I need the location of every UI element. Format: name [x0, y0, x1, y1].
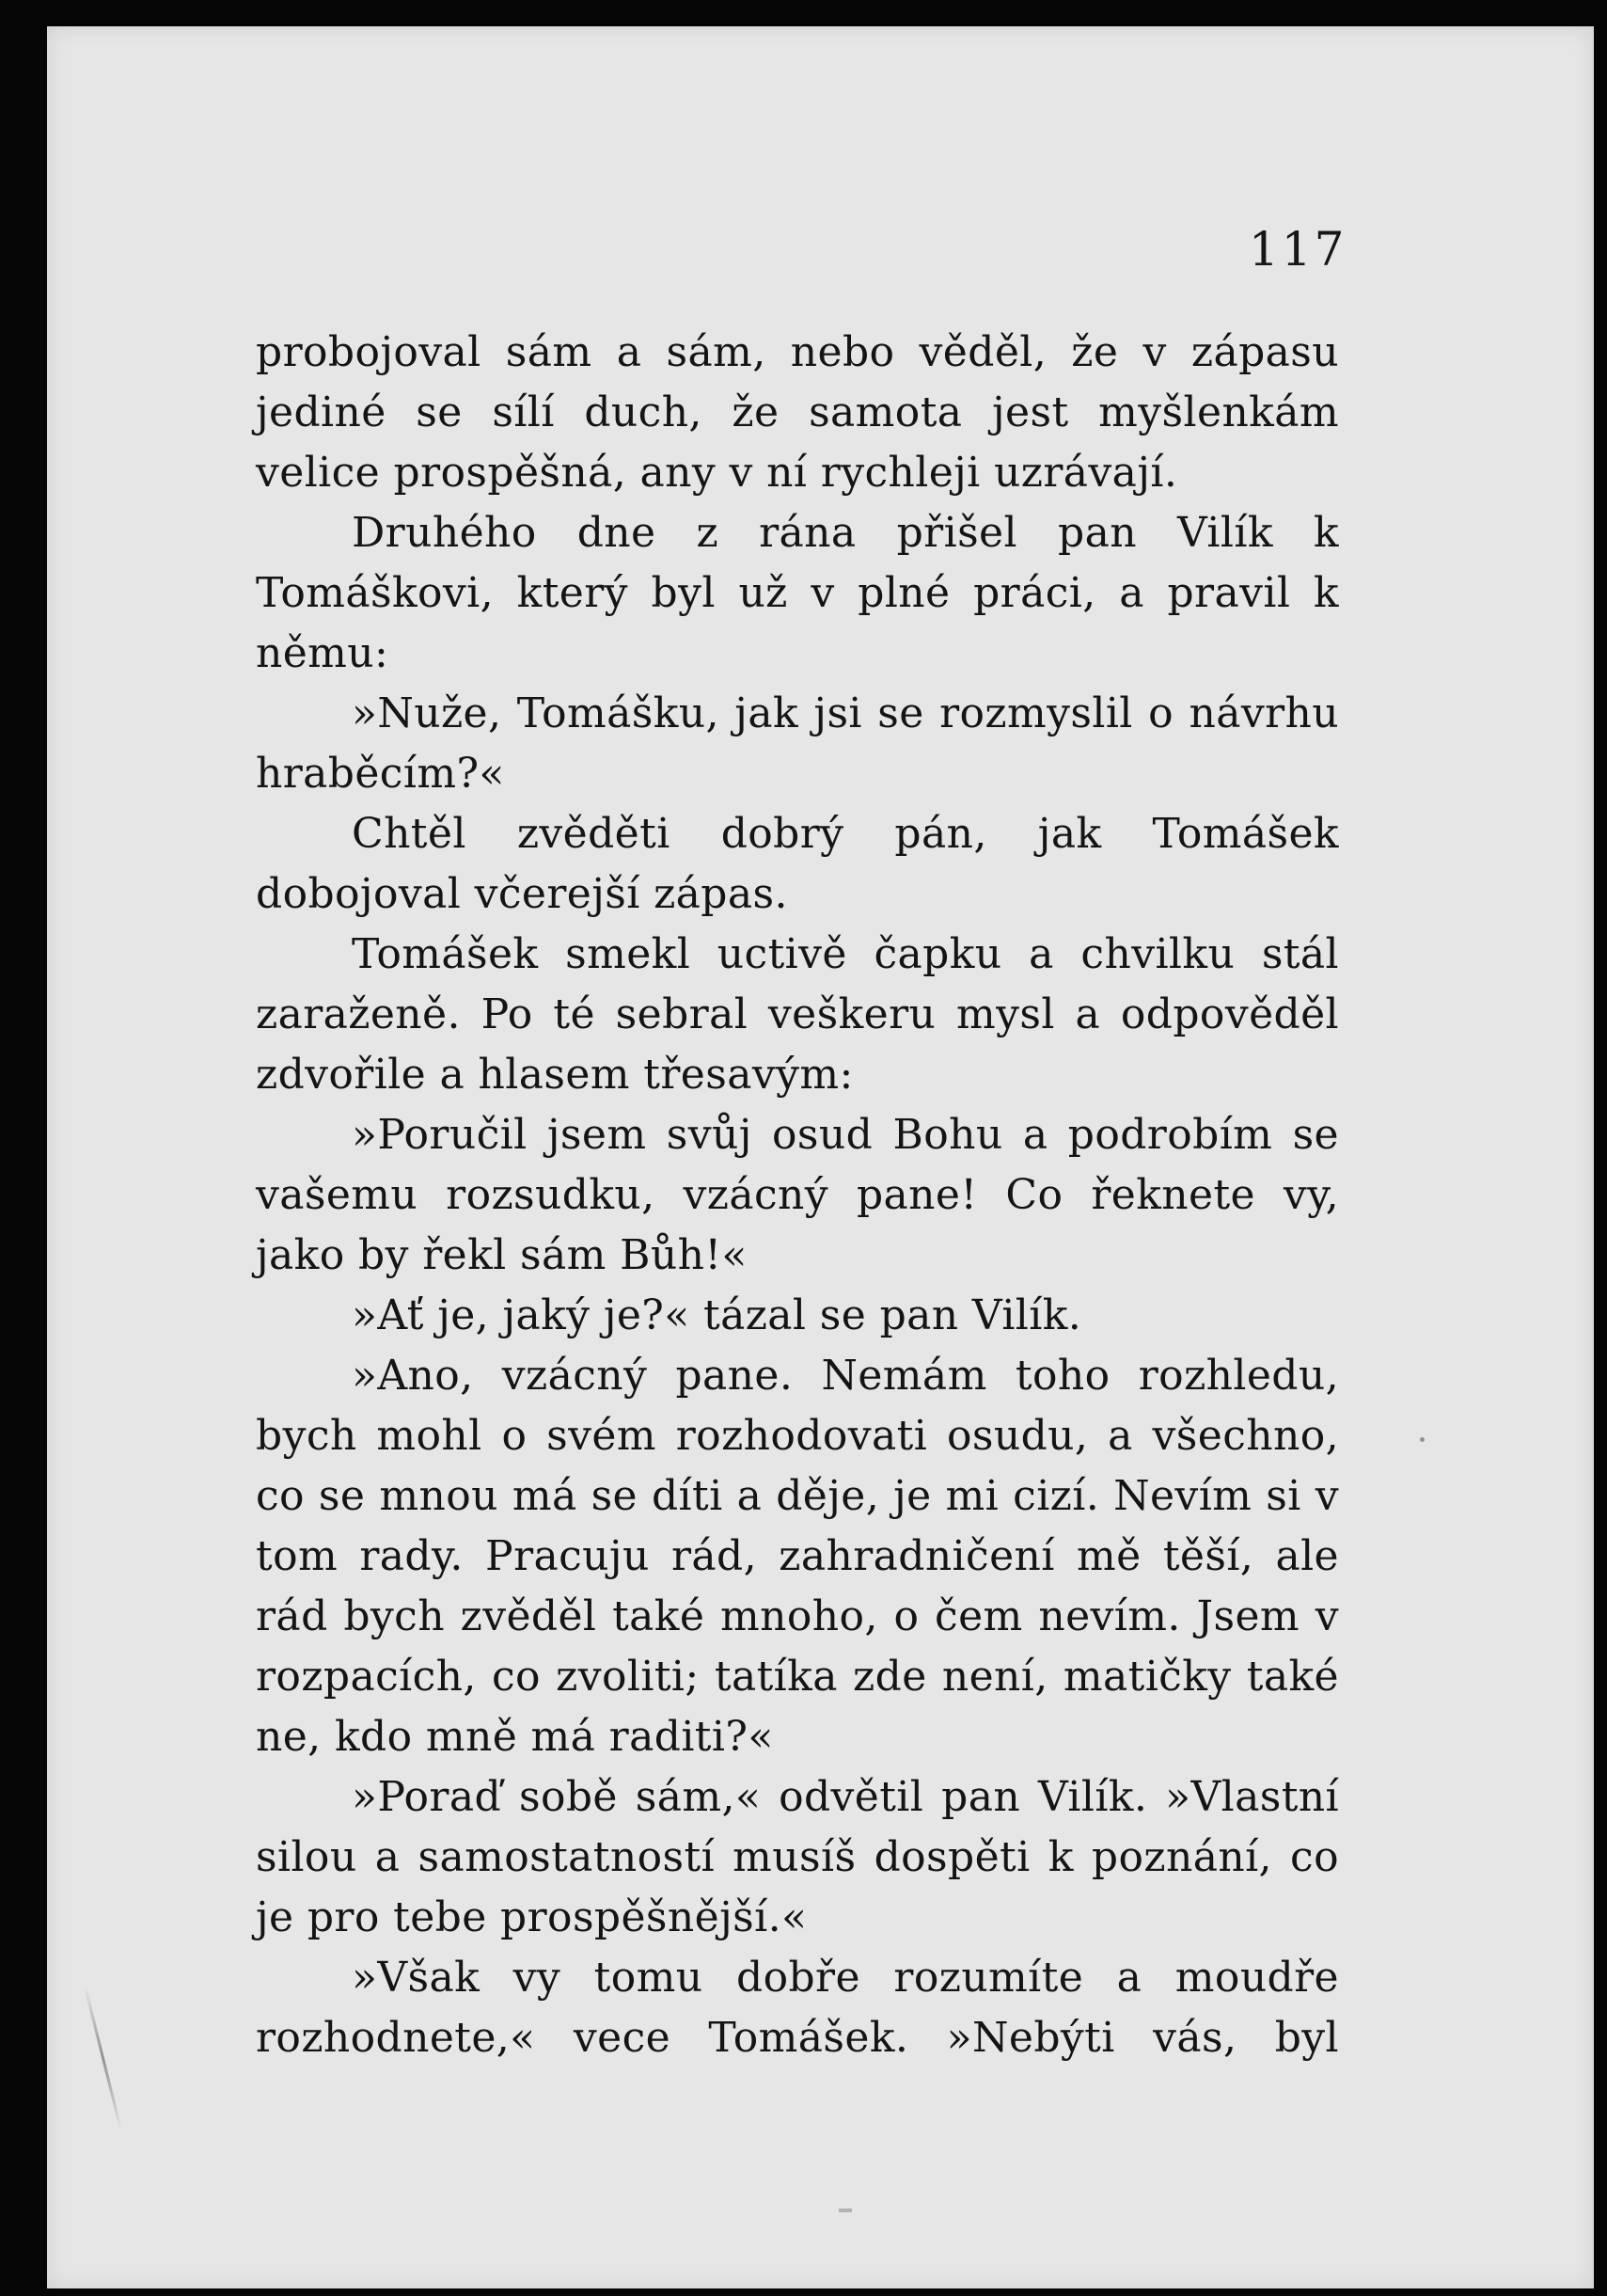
- paragraph: »Poručil jsem svůj osud Bohu a podrobím se vašemu rozsudku, vzácný pane! Co řeknete vy, jako by řekl sám Bůh!«: [256, 1111, 1339, 1279]
- paragraph: probojoval sám a sám, nebo věděl, že v zápasu jediné se sílí duch, že samota jest myšlenkám velice prospěšná, any v ní rychleji uzrávají.: [256, 328, 1339, 497]
- paper-speck: [839, 2209, 852, 2212]
- book-page: [47, 26, 1594, 2288]
- paragraph: »Nuže, Tomášku, jak jsi se rozmyslil o návrhu hraběcím?«: [256, 689, 1339, 798]
- body-text: [256, 323, 1339, 2068]
- page-number: 117: [1249, 222, 1347, 277]
- paragraph: »Poraď sobě sám,« odvětil pan Vilík. »Vlastní silou a samostatností musíš dospěti k poznání, co je pro tebe prospěšnější.«: [256, 1773, 1339, 1941]
- paragraph: »Ano, vzácný pane. Nemám toho rozhledu, bych mohl o svém rozhodovati osudu, a všechno, co se mnou má se díti a děje, je mi cizí. Nevím si v tom rady. Pracuju rád, zahradničení mě těší, ale rád bych zvěděl také mnoho, o čem nevím. Jsem v rozpacích, co zvoliti; tatíka zde není, matičky také ne, kdo mně má raditi?«: [256, 1352, 1339, 1761]
- paragraph: Chtěl zvěděti dobrý pán, jak Tomášek dobojoval včerejší zápas.: [256, 810, 1339, 918]
- paragraph: Druhého dne z rána přišel pan Vilík k Tomáškovi, který byl už v plné práci, a pravil k němu:: [256, 509, 1339, 677]
- paragraph: Tomášek smekl uctivě čapku a chvilku stál zaraženě. Po té sebral veškeru mysl a odpověděl zdvořile a hlasem třesavým:: [256, 930, 1339, 1099]
- paragraph: »Ať je, jaký je?« tázal se pan Vilík.: [352, 1291, 1082, 1339]
- paragraph: »Však vy tomu dobře rozumíte a moudře rozhodnete,« vece Tomášek. »Nebýti vás, byl: [256, 1954, 1339, 2062]
- paper-speck: [1420, 1437, 1425, 1442]
- margin-scratch: [84, 1985, 123, 2131]
